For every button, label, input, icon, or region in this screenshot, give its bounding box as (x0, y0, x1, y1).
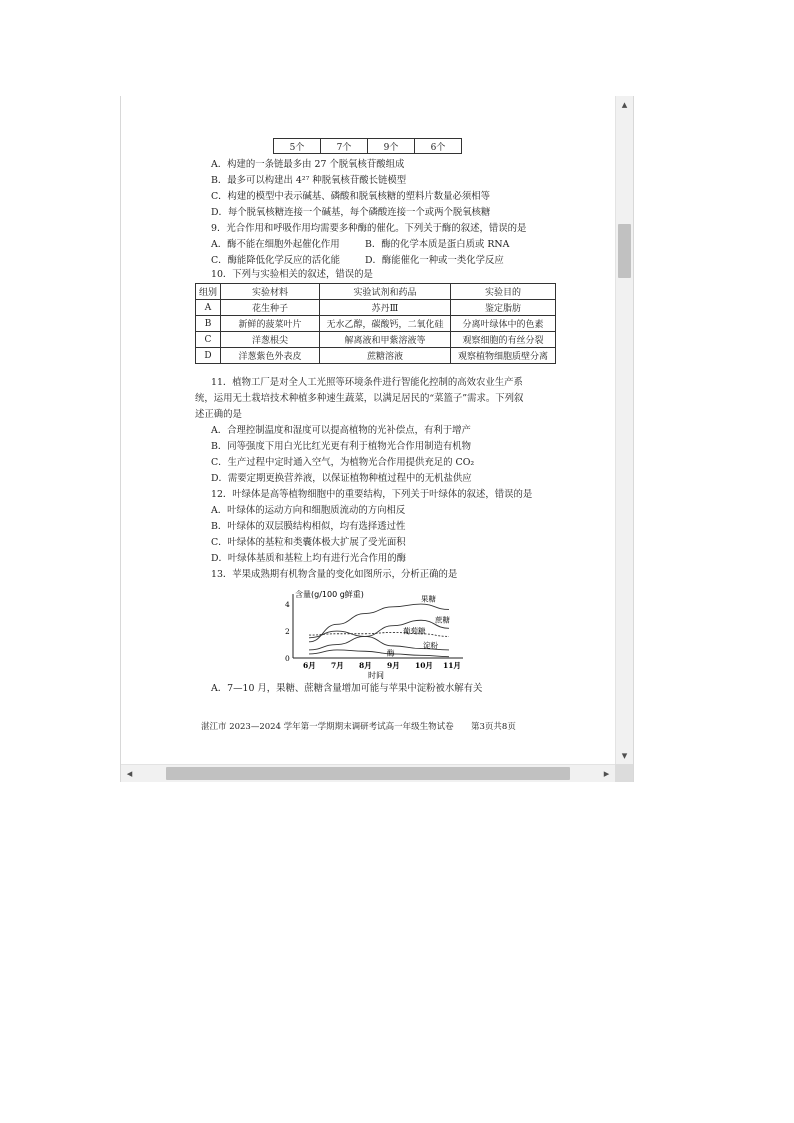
series-line (309, 632, 449, 636)
table-cell: C (196, 332, 221, 348)
x-tick-label: 8月 (359, 661, 372, 670)
q9-option-c: C．酶能降低化学反应的活化能 (211, 255, 341, 266)
y-tick-label: 0 (285, 654, 290, 663)
q8-option-a: A．构建的一条链最多由 27 个脱氧核苷酸组成 (211, 159, 405, 170)
table-cell: 5个 (274, 139, 321, 154)
q12-option-b: B．叶绿体的双层膜结构相似，均有选择透过性 (211, 521, 406, 532)
table-row (196, 348, 556, 364)
table-cell: 洋葱根尖 (221, 332, 320, 348)
x-tick-label: 11月 (443, 661, 461, 670)
q11-option-a: A．合理控制温度和湿度可以提高植物的光补偿点，有利于增产 (211, 425, 471, 436)
scroll-up-arrow-icon[interactable]: ▴ (621, 98, 628, 111)
q9-option-d: D．酶能催化一种或一类化学反应 (365, 255, 504, 266)
q12-option-a: A．叶绿体的运动方向和细胞质流动的方向相反 (211, 505, 406, 516)
q11-option-d: D．需要定期更换营养液，以保证植物种植过程中的无机盐供应 (211, 473, 472, 484)
footer-exam-title: 湛江市 2023—2024 学年第一学期期末调研考试高一年级生物试卷 (201, 722, 454, 732)
table-header-row (196, 284, 556, 300)
q12-stem: 12．叶绿体是高等植物细胞中的重要结构，下列关于叶绿体的叙述，错误的是 (211, 489, 533, 500)
horizontal-scroll-thumb[interactable] (166, 767, 570, 780)
scroll-down-arrow-icon[interactable]: ▾ (621, 749, 628, 762)
q12-option-c: C．叶绿体的基粒和类囊体极大扩展了受光面积 (211, 537, 406, 548)
q8-option-d: D．每个脱氧核糖连接一个碱基，每个磷酸连接一个或两个脱氧核糖 (211, 207, 491, 218)
table-header: 实验试剂和药品 (320, 284, 451, 300)
table-cell: 洋葱紫色外表皮 (221, 348, 320, 364)
document-page (121, 96, 615, 764)
y-tick-label: 4 (285, 600, 290, 610)
table-cell: 鉴定脂肪 (451, 300, 556, 316)
q9-option-a: A．酶不能在细胞外起催化作用 (211, 239, 340, 250)
table-cell: 解离液和甲紫溶液等 (320, 332, 451, 348)
table-cell: 分离叶绿体中的色素 (451, 316, 556, 332)
table-row (196, 316, 556, 332)
series-line (309, 604, 449, 642)
series-label: 蔗糖 (435, 615, 450, 625)
table-header: 组别 (196, 284, 221, 300)
q11-option-b: B．同等强度下用白光比红光更有利于植物光合作用制造有机物 (211, 441, 472, 452)
table-cell: 9个 (368, 139, 415, 154)
scrollbar-corner (615, 764, 633, 782)
table-cell: A (196, 300, 221, 316)
table-row (196, 332, 556, 348)
table-header: 实验目的 (451, 284, 556, 300)
base-count-table (273, 138, 462, 154)
q10-stem: 10．下列与实验相关的叙述，错误的是 (211, 269, 373, 280)
q11-stem-line-1: 11．植物工厂是对全人工光照等环境条件进行智能化控制的高效农业生产系 (211, 377, 523, 388)
table-cell: 花生种子 (221, 300, 320, 316)
q11-stem-line-2: 统，运用无土栽培技术种植多种速生蔬菜，以满足居民的“菜篮子”需求。下列叙 (195, 393, 524, 404)
q13-option-a: A．7—10 月，果糖、蔗糖含量增加可能与苹果中淀粉被水解有关 (211, 683, 483, 694)
experiment-table (195, 283, 556, 364)
footer-page-number: 第3页共8页 (471, 722, 516, 732)
series-label: 淀粉 (423, 640, 438, 650)
table-cell: 新鲜的菠菜叶片 (221, 316, 320, 332)
table-row (196, 300, 556, 316)
q13-stem: 13．苹果成熟期有机物含量的变化如图所示，分析正确的是 (211, 569, 458, 580)
y-tick-label: 2 (285, 627, 290, 637)
x-axis-label: 时间 (368, 671, 384, 680)
table-cell: 6个 (415, 139, 462, 154)
table-cell: 苏丹Ⅲ (320, 300, 451, 316)
scroll-right-arrow-icon[interactable]: ▸ (603, 767, 610, 780)
table-cell: D (196, 348, 221, 364)
q11-option-c: C．生产过程中定时通入空气，为植物光合作用提供充足的 CO₂ (211, 457, 475, 468)
series-label: 葡萄糖 (403, 626, 426, 636)
x-tick-label: 10月 (415, 661, 433, 670)
vertical-scroll-thumb[interactable] (618, 224, 631, 278)
q9-option-b: B．酶的化学本质是蛋白质或 RNA (365, 239, 510, 250)
q8-option-b: B．最多可以构建出 4²⁷ 种脱氧核苷酸长链模型 (211, 175, 407, 186)
series-label: 酶 (387, 648, 395, 658)
q11-stem-line-3: 述正确的是 (195, 409, 242, 420)
horizontal-scrollbar[interactable] (121, 764, 615, 782)
x-tick-label: 7月 (331, 661, 344, 670)
table-cell: 观察植物细胞质壁分离 (451, 348, 556, 364)
scroll-left-arrow-icon[interactable]: ◂ (126, 767, 133, 780)
q12-option-d: D．叶绿体基质和基粒上均有进行光合作用的酶 (211, 553, 407, 564)
x-tick-label: 9月 (387, 661, 400, 670)
q8-option-c: C．构建的模型中表示碱基、磷酸和脱氧核糖的塑料片数量必须相等 (211, 191, 491, 202)
q9-stem: 9．光合作用和呼吸作用均需要多种酶的催化。下列关于酶的叙述，错误的是 (211, 223, 527, 234)
table-cell: 观察细胞的有丝分裂 (451, 332, 556, 348)
table-cell: 7个 (321, 139, 368, 154)
y-axis-label: 含量(g/100 g鲜重) (295, 590, 364, 599)
series-label: 果糖 (421, 594, 436, 604)
table-cell: 无水乙醇，碳酸钙，二氧化硅 (320, 316, 451, 332)
table-header: 实验材料 (221, 284, 320, 300)
table-cell: B (196, 316, 221, 332)
table-cell: 蔗糖溶液 (320, 348, 451, 364)
document-viewer (120, 96, 634, 782)
vertical-scrollbar[interactable] (615, 96, 633, 764)
series-line (309, 650, 449, 657)
x-tick-label: 6月 (303, 661, 316, 670)
organic-content-chart (281, 588, 471, 680)
